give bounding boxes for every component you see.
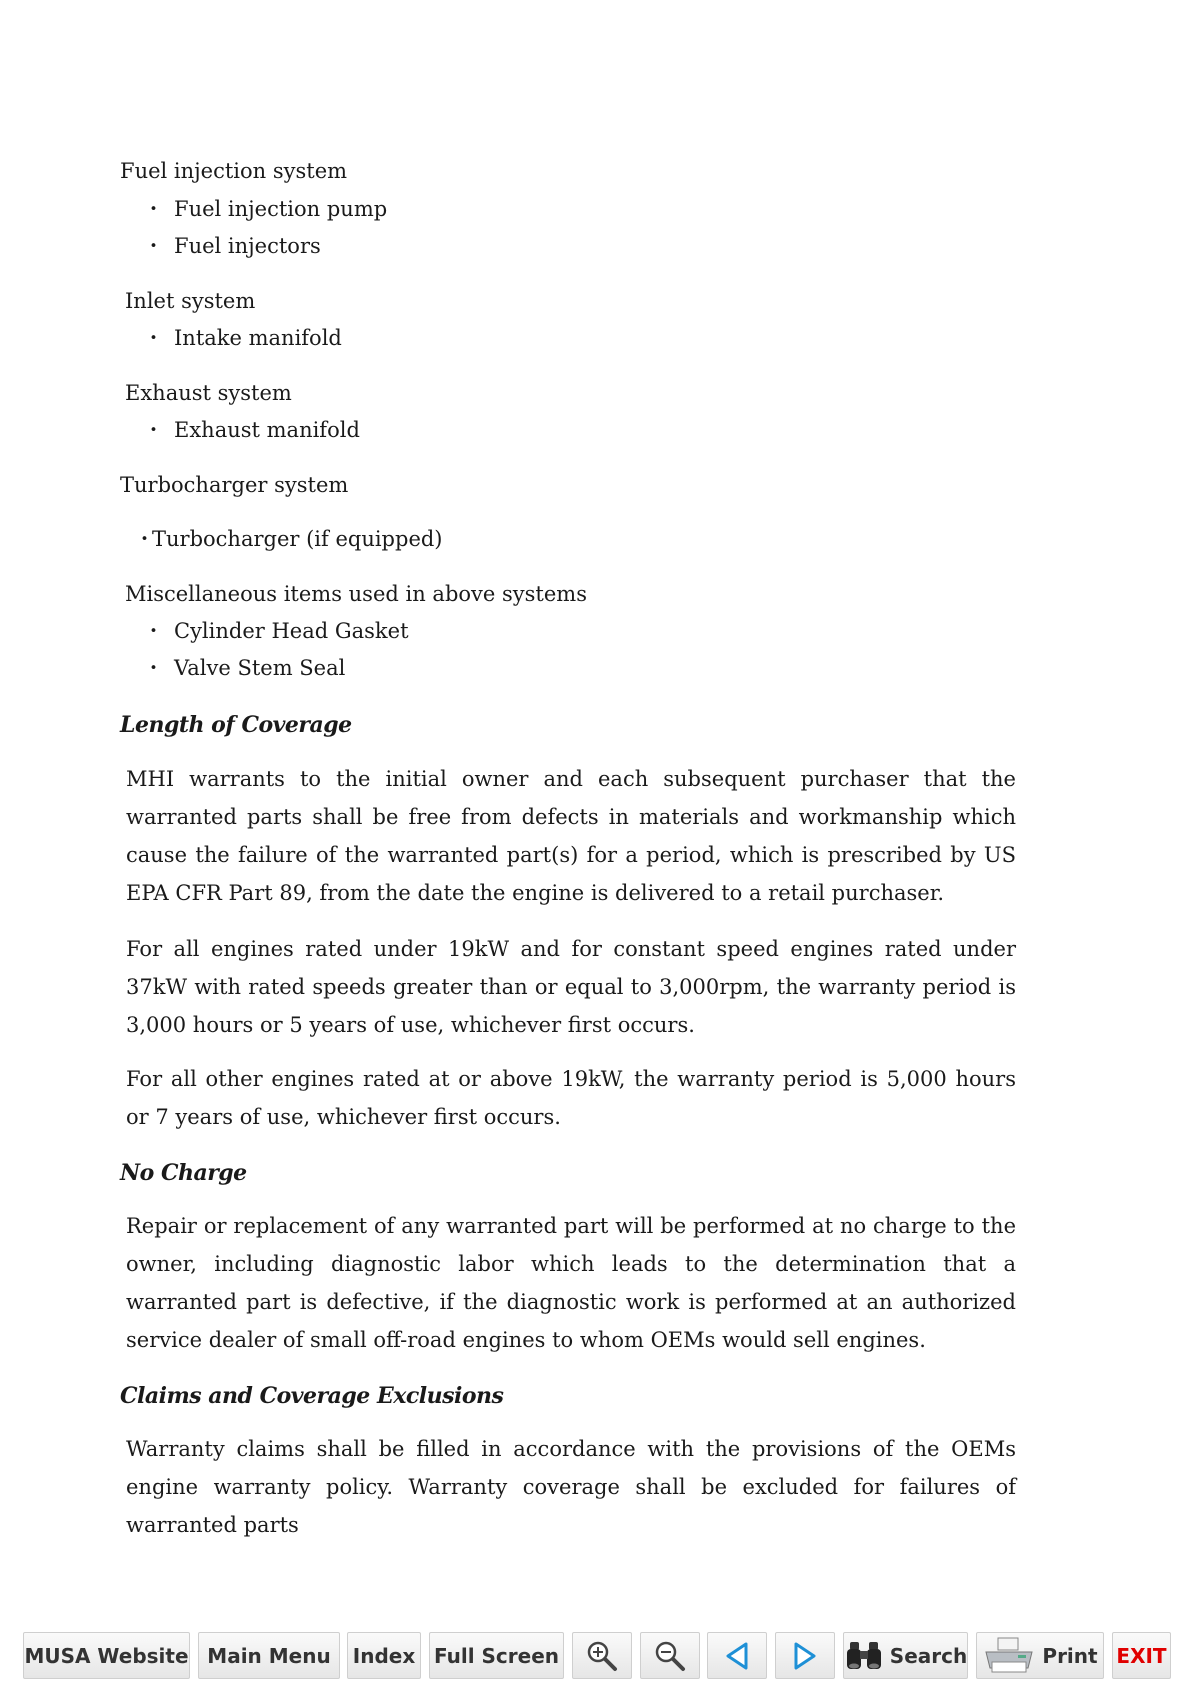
bullet: ・: [143, 418, 164, 442]
list-item: Cylinder Head Gasket: [174, 619, 409, 643]
section-title-turbocharger: Turbocharger system: [120, 473, 349, 497]
navigation-toolbar: [0, 1628, 1191, 1684]
list-item: Turbocharger (if equipped): [152, 527, 443, 551]
bullet: ・: [143, 619, 164, 643]
print-label: Print: [1042, 1643, 1098, 1668]
heading-no-charge: No Charge: [120, 1160, 247, 1186]
section-title-fuel-injection: Fuel injection system: [120, 159, 348, 183]
zoom-out-button[interactable]: [640, 1632, 700, 1679]
triangle-right-icon: [792, 1641, 818, 1671]
bullet: ・: [143, 326, 164, 350]
paragraph-coverage-1: MHI warrants to the initial owner and each subsequent purchaser that the warranted parts shall be free from defects in materials and workmanship which cause the failure of the warranted part(s) for a period, which is prescribed by US EPA CFR Part 89, from the date the engine is delivered to a retail purchaser.: [126, 767, 1016, 905]
zoom-in-icon: [585, 1639, 619, 1673]
paragraph-no-charge: Repair or replacement of any warranted part will be performed at no charge to the owner, including diagnostic labor which leads to the determination that a warranted part is defective, if the diagnostic work is performed at an authorized service dealer of small off-road engines to whom OEMs would sell engines.: [126, 1214, 1016, 1352]
zoom-in-button[interactable]: [572, 1632, 632, 1679]
heading-claims: Claims and Coverage Exclusions: [120, 1383, 504, 1409]
printer-icon: [982, 1636, 1036, 1676]
list-item: Intake manifold: [174, 326, 342, 350]
search-button[interactable]: [843, 1632, 968, 1679]
paragraph-coverage-3: For all other engines rated at or above 19kW, the warranty period is 5,000 hours or 7 years of use, whichever first occurs.: [126, 1067, 1016, 1129]
list-item: Fuel injectors: [174, 234, 321, 258]
section-title-exhaust: Exhaust system: [125, 381, 292, 405]
exit-button[interactable]: EXIT: [1112, 1632, 1171, 1679]
heading-length-of-coverage: Length of Coverage: [120, 712, 352, 738]
next-page-button[interactable]: [775, 1632, 835, 1679]
list-item: Exhaust manifold: [174, 418, 360, 442]
zoom-out-icon: [653, 1639, 687, 1673]
bullet: ・: [134, 527, 155, 551]
bullet: ・: [143, 234, 164, 258]
main-menu-button[interactable]: Main Menu: [198, 1632, 340, 1679]
paragraph-claims: Warranty claims shall be filled in accordance with the provisions of the OEMs engine warranty policy. Warranty coverage shall be excluded for failures of warranted parts: [126, 1437, 1016, 1537]
section-title-inlet: Inlet system: [125, 289, 256, 313]
triangle-left-icon: [724, 1641, 750, 1671]
bullet: ・: [143, 197, 164, 221]
index-button[interactable]: Index: [347, 1632, 421, 1679]
previous-page-button[interactable]: [707, 1632, 767, 1679]
full-screen-button[interactable]: Full Screen: [429, 1632, 564, 1679]
print-button[interactable]: [976, 1632, 1104, 1679]
section-title-misc: Miscellaneous items used in above systems: [125, 582, 587, 606]
search-label: Search: [889, 1643, 968, 1668]
list-item: Fuel injection pump: [174, 197, 388, 221]
binoculars-icon: [844, 1639, 884, 1673]
list-item: Valve Stem Seal: [174, 656, 346, 680]
musa-website-button[interactable]: MUSA Website: [23, 1632, 190, 1679]
bullet: ・: [143, 656, 164, 680]
paragraph-coverage-2: For all engines rated under 19kW and for constant speed engines rated under 37kW with rated speeds greater than or equal to 3,000rpm, the warranty period is 3,000 hours or 5 years of use, whichever first occurs.: [126, 937, 1016, 1037]
